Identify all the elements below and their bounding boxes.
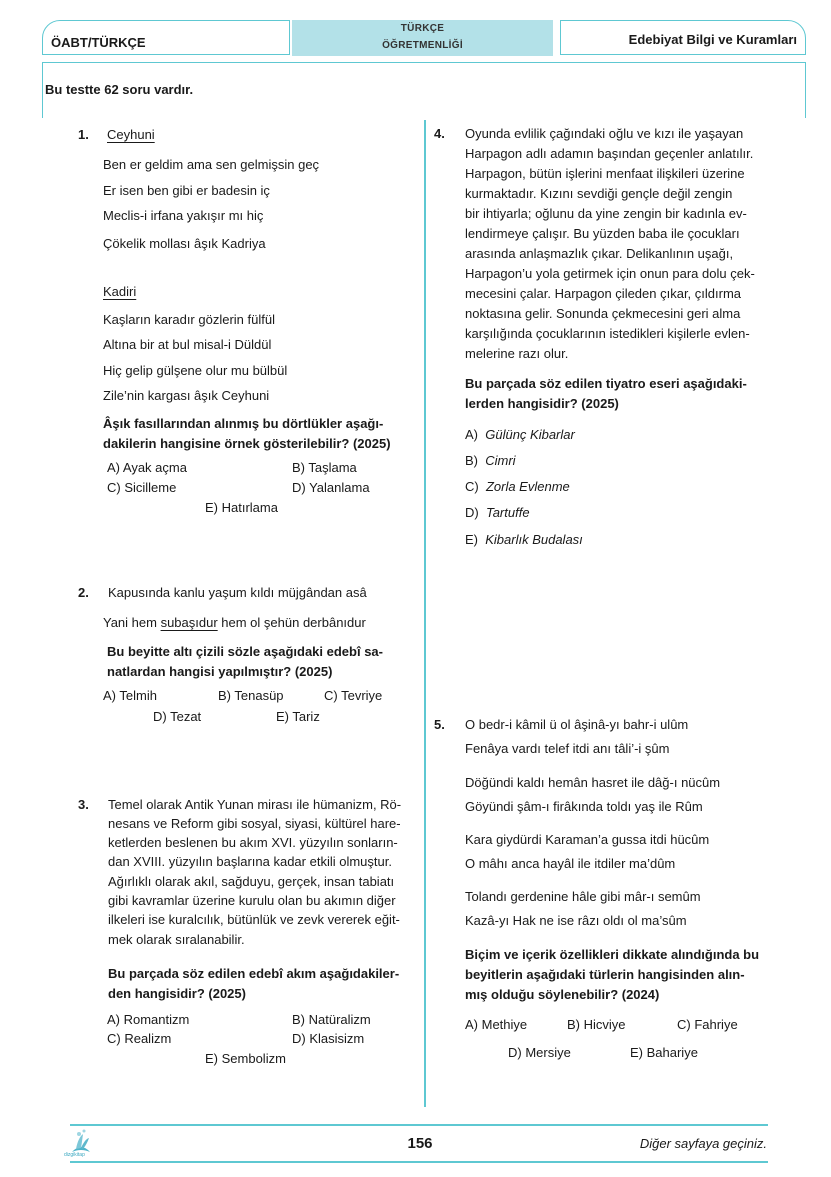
question-number: 3. [78,797,89,812]
couplet-line: Göyündi şâm-ı firâkında toldı yaş ile Rûm [465,799,703,814]
couplet-line: Fenâya vardı telef itdi anı tâli’-i şûm [465,741,670,756]
option-letter: A) [465,427,478,442]
question-stem: Bu beyitte altı çizili sözle aşağıdaki edebî sa- [107,644,383,659]
option-letter: B) [465,453,478,468]
question-stem: Bu parçada söz edilen edebî akım aşağıdakiler- [108,966,400,981]
option-c[interactable]: C) Sicilleme [107,480,177,495]
poem-line: Hiç gelip gülşene olur mu bülbül [103,363,288,378]
option-a[interactable]: A) Romantizm [107,1012,190,1027]
passage-line: Temel olarak Antik Yunan mirası ile hümanizm, Rö- [108,797,402,812]
couplet-line: Kazâ-yı Hak ne ise râzı oldı ol ma’sûm [465,913,687,928]
option-b[interactable]: B) Natüralizm [292,1012,371,1027]
passage-line: melerine razı olur. [465,346,569,361]
poem-line: Meclis-i irfana yakışır mı hiç [103,208,264,223]
passage-line: mek olarak sıralanabilir. [108,932,245,947]
page-number: 156 [407,1135,433,1152]
option-letter: C) [465,479,479,494]
question-number: 5. [434,717,445,732]
verse-text: hem ol şehün derbânıdur [217,615,366,630]
exam-label: ÖABT/TÜRKÇE [51,35,146,50]
passage-line: mecesini çalar. Harpagon çileden çıkar, çıldırma [465,286,742,301]
option-d[interactable]: D) Klasisizm [292,1031,365,1046]
passage-line: noktasına gelir. Sonunda çekmecesini geri alma [465,306,741,321]
option-d[interactable]: D) Yalanlama [292,480,370,495]
option-letter: E) [465,532,478,547]
option-b[interactable]: B) Hicviye [567,1017,626,1032]
option-a[interactable] [465,425,575,445]
next-page-note: Diğer sayfaya geçiniz. [639,1136,767,1151]
footer-bottom-rule [70,1161,768,1163]
header-center-line1: TÜRKÇE [400,23,445,34]
poem-line: Altına bir at bul misal-i Düldül [103,337,272,352]
passage-line: Harpagon’u yola getirmek için onun para dolu çek- [465,266,755,281]
passage-line: ketlerden beslenen bu akım XVI. yüzyılın sonların- [108,835,398,850]
verse-line [103,613,366,633]
couplet-line: Tolandı gerdenine hâle gibi mâr-ı semûm [465,889,701,904]
option-c[interactable] [465,477,570,497]
option-c[interactable]: C) Fahriye [677,1017,738,1032]
question-stem: natlardan hangisi yapılmıştır? (2025) [107,664,333,679]
passage-line: arasında anlaşmazlık çıkar. Delikanlının uşağı, [465,246,734,261]
passage-line: dan XVIII. yüzyılın başlarına kadar etkili olmuştur. [108,854,392,869]
header-center-line2: ÖĞRETMENLİĞİ [382,40,463,51]
couplet-line: Kara giydürdi Karaman’a gussa itdi hücûm [465,832,710,847]
column-divider [424,120,426,1107]
poem-line: Zile’nin kargası âşık Ceyhuni [103,388,270,403]
poem-line: Er isen ben gibi er badesin iç [103,183,270,198]
passage-line: karşılığında çocuklarının istedikleri kişilerle evlen- [465,326,750,341]
passage-line: Harpagon, bütün işlerini menfaat ilişkileri üzerine [465,166,745,181]
header-left-box [42,20,290,55]
option-a[interactable]: A) Methiye [465,1017,528,1032]
option-e[interactable]: E) Bahariye [630,1045,698,1060]
passage-line: nesans ve Reform gibi sosyal, siyasi, kültürel hare- [108,816,401,831]
option-d[interactable]: D) Mersiye [508,1045,571,1060]
option-d[interactable] [465,503,530,523]
option-text: Zorla Evlenme [485,479,570,494]
question-number: 1. [78,127,89,142]
option-text: Kibarlık Budalası [485,532,583,547]
underlined-word: subaşıdur [160,615,218,630]
info-text: Bu testte 62 soru vardır. [45,82,194,97]
footer-top-rule [70,1124,768,1126]
passage-line: Harpagon adlı adamın başından geçenler anlatılır. [465,146,754,161]
option-text: Tartuffe [485,505,530,520]
passage-line: gibi kavramlar üzerine kurulu olan bu akımın diğer [108,893,396,908]
question-stem: Âşık fasıllarından alınmış bu dörtlükler aşağı- [103,416,384,431]
question-number: 4. [434,126,445,141]
passage-line: Ağırlıklı olarak akıl, sağduyu, gerçek, insan tabiatı [108,874,395,889]
option-b[interactable] [465,451,516,471]
option-e[interactable]: E) Hatırlama [205,500,278,515]
option-c[interactable]: C) Realizm [107,1031,172,1046]
option-d[interactable]: D) Tezat [153,709,202,724]
couplet-line: O bedr-i kâmil ü ol âşinâ-yı bahr-i ulûm [465,717,689,732]
question-stem: Bu parçada söz edilen tiyatro eseri aşağıdaki- [465,376,747,391]
passage-line: Oyunda evlilik çağındaki oğlu ve kızı ile yaşayan [465,126,744,141]
question-stem: Biçim ve içerik özellikleri dikkate alındığında bu [465,947,760,962]
question-stem: den hangisidir? (2025) [108,986,246,1001]
passage-line: kurmaktadır. Kızını sevdiği gençle değil zengin [465,186,733,201]
header-center-box [292,20,553,56]
poem-line: Kaşların karadır gözlerin fülfül [103,312,275,327]
poem-line: Ben er geldim ama sen gelmişsin geç [103,157,320,172]
option-text: Cimri [485,453,516,468]
option-text: Gülünç Kibarlar [485,427,575,442]
option-e[interactable]: E) Sembolizm [205,1051,286,1066]
option-a[interactable]: A) Ayak açma [107,460,187,475]
passage-line: bir ihtiyarla; oğlunu da yine zengin bir kadınla ev- [465,206,747,221]
option-e[interactable]: E) Tariz [276,709,320,724]
question-stem: lerden hangisidir? (2025) [465,396,619,411]
publisher-logo-text: dizgikitap [64,1152,85,1158]
option-letter: D) [465,505,479,520]
question-stem: mış olduğu söylenebilir? (2024) [465,987,660,1002]
couplet-line: O mâhı anca hayâl ile itdiler ma’dûm [465,856,676,871]
info-box [42,62,806,118]
question-stem: beyitlerin aşağıdaki türlerin hangisinden alın- [465,967,745,982]
passage-line: lendirmeye çalışır. Bu yüzden baba ile çocukları [465,226,740,241]
header-right-box [560,20,806,55]
option-e[interactable] [465,530,583,550]
question-number: 2. [78,585,89,600]
section-title: Edebiyat Bilgi ve Kuramları [628,32,797,47]
option-c[interactable]: C) Tevriye [324,688,383,703]
verse-text: Yani hem [103,615,161,630]
passage-line: ilkeleri ise kuralcılık, bütünlük ve zevk vererek eğit- [108,912,400,927]
poem-title: Ceyhuni [107,127,155,142]
verse-line: Kapusında kanlu yaşum kıldı müjgândan asâ [108,585,367,600]
poem-title: Kadiri [103,284,137,299]
poem-line: Çökelik mollası âşık Kadriya [103,236,266,251]
option-b[interactable]: B) Taşlama [292,460,357,475]
question-stem: dakilerin hangisine örnek gösterilebilir? (2025) [103,436,391,451]
couplet-line: Döğündi kaldı hemân hasret ile dâğ-ı nücûm [465,775,721,790]
option-b[interactable]: B) Tenasüp [218,688,284,703]
option-a[interactable]: A) Telmih [103,688,157,703]
